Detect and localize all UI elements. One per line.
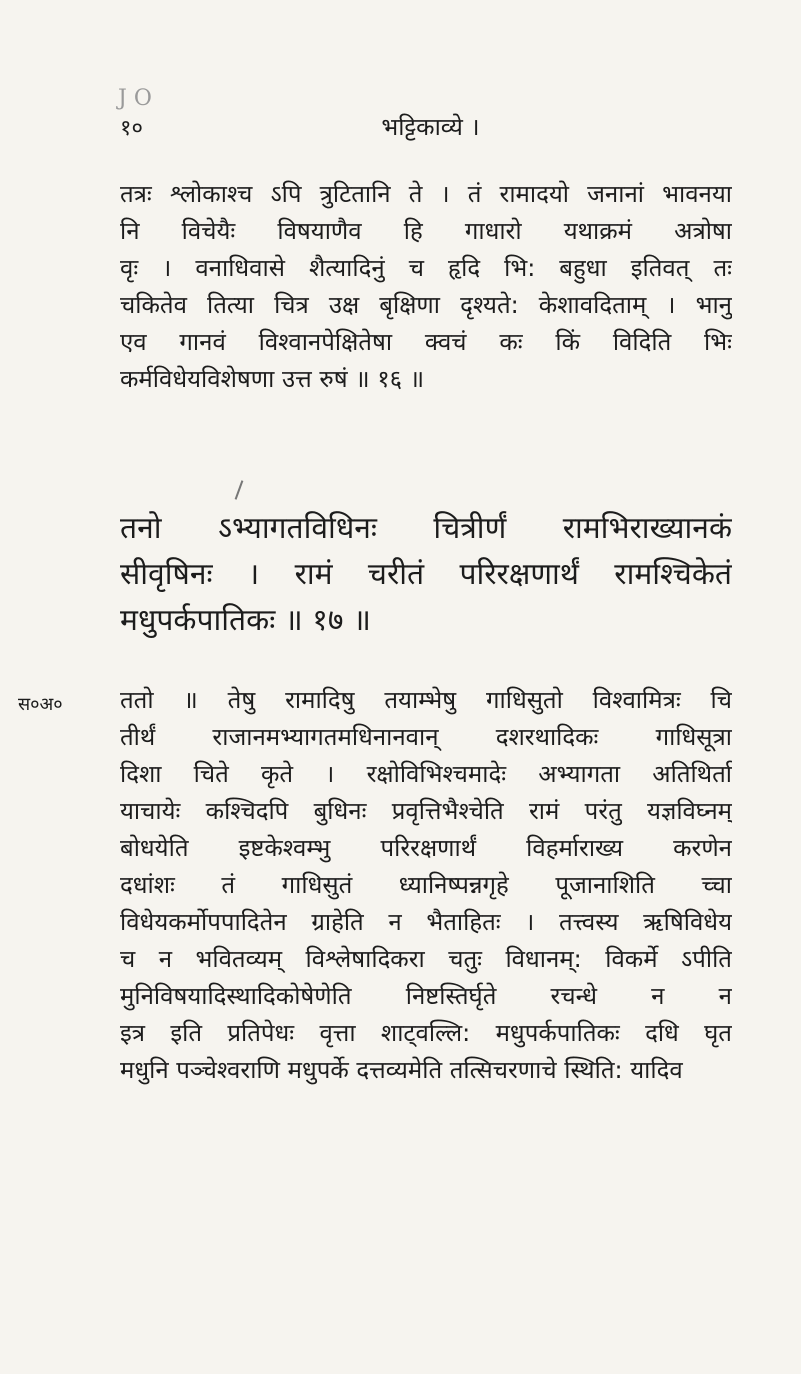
text-line: ततो ॥ तेषु रामादिषु तयाम्भेषु गाधिसुतो विश्वामित्रः चि (120, 686, 732, 714)
text-line: तीर्थं राजानमभ्यागतमधिनानवान् दशरथादिकः गाधिसूत्रा (120, 723, 732, 751)
text-line: एव गानवं विश्वानपेक्षितेषा क्वचं कः किं विदिति भिः (120, 328, 732, 356)
verse-line: सीवृषिनः । रामं चरीतं परिरक्षणार्थं रामश्चिकेतं (120, 557, 732, 592)
verse-line: तनो ऽभ्यागतविधिनः चित्रीर्णं रामभिराख्यानकं (120, 511, 732, 546)
text-line: विधेयकर्मोपपादितेन ग्राहेति न भैताहितः । तत्त्वस्य ऋषिविधेय (120, 908, 732, 936)
text-line: चकितेव तित्या चित्र उक्ष बृक्षिणा दृश्यते: केशावदिताम् । भानु (120, 291, 732, 319)
verse-block (120, 506, 732, 644)
text-line: इत्र इति प्रतिपेधः वृत्ता शाट्वल्लि: मधुपर्कपातिकः दधि घृत (120, 1019, 732, 1047)
text-line: कर्मविधेयविशेषणा उत्त रुषं ॥ १६ ॥ (120, 365, 425, 393)
commentary-paragraph-1 (120, 176, 732, 398)
text-line: दिशा चिते कृते । रक्षोविभिश्चमादेः अभ्यागता अतिथिर्ता (120, 760, 732, 788)
text-line: दधांशः तं गाधिसुतं ध्यानिष्पन्नगृहे पूजानाशिति च्चा (120, 871, 732, 899)
text-line: च न भवितव्यम् विश्लेषादिकरा चतुः विधानम्: विकर्मे ऽपीति (120, 945, 732, 973)
text-line: नि विचेयैः विषयाणैव हि गाधारो यथाक्रमं अत्रोषा (120, 217, 732, 245)
text-line: तत्रः श्लोकाश्च ऽपि त्रुटितानि ते । तं रामादयो जनानां भावनया (120, 180, 732, 208)
text-line: वृः । वनाधिवासे शैत्यादिनुं च हृदि भि: बहुधा इतिवत् तः (120, 254, 732, 282)
text-line: बोधयेति इष्टकेश्वम्भु परिरक्षणार्थं विहर्माराख्य करणेन (120, 834, 732, 862)
commentary-paragraph-2 (120, 682, 732, 1089)
margin-note: स०अ० (18, 694, 63, 715)
pencil-slash-mark (235, 480, 244, 499)
corner-pencil-mark: J O (118, 86, 152, 111)
page-number: १० (120, 116, 143, 141)
running-head: भट्टिकाव्ये । (381, 113, 480, 141)
text-line: याचायेः कश्चिदपि बुधिनः प्रवृत्तिभैश्चेति रामं परंतु यज्ञविघ्नम् (120, 797, 732, 825)
text-line: मुनिविषयादिस्थादिकोषेणेति निष्टस्तिर्घृते रचन्धे न न (120, 982, 732, 1010)
page-header (120, 106, 741, 146)
text-line: मधुनि पञ्चेश्वराणि मधुपर्के दत्तव्यमेति तत्सिचरणाचे स्थिति: यादिव (120, 1056, 683, 1084)
verse-line: मधुपर्कपातिकः ॥ १७ ॥ (120, 603, 371, 638)
